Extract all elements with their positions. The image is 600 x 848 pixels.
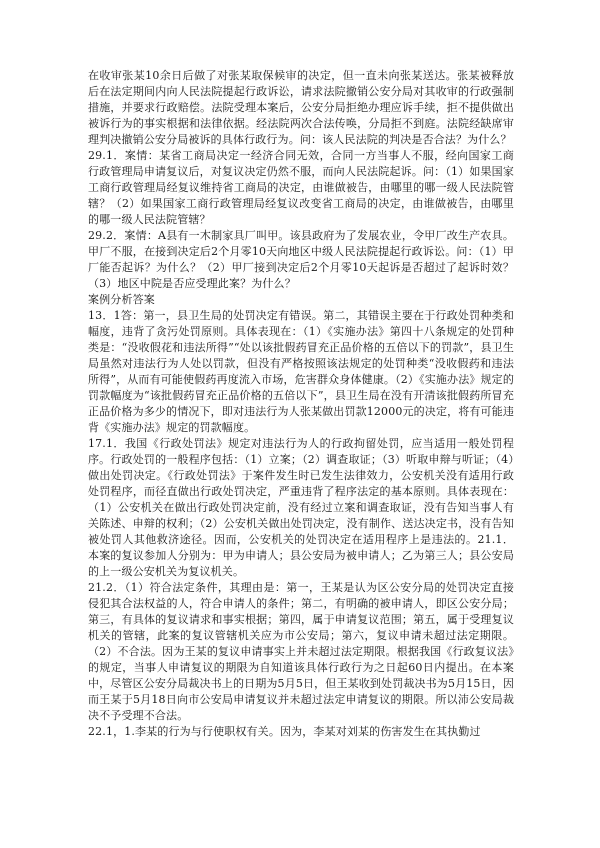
paragraph-answer-17-1: 17.1．我国《行政处罚法》规定对违法行为人的行政拘留处罚，应当适用一般处罚程序。行政处罚的一般程序包括：（1）立案；（2）调查取证；（3）听取申辩与听证；（4）做出处罚决定。《行政处罚法》于案件发生时已发生法律效力，公安机关没有适用行政处罚程序，而径直做出行政处罚决定，严重违背了程序法定的基本原则。具体表现在：（1）公安机关在做出行政处罚决定前，没有经过立案和调查取证，没有告知当事人有关陈述、申辩的权利；（2）公安机关做出处罚决定，没有制作、送达决定书，没有告知被处罚人其他救济途径。因而，公安机关的处罚决定在适用程序上是违法的。21.1．本案的复议参加人分别为：甲为申请人；县公安局为被申请人；乙为第三人；县公安局的上一级公安机关为复议机关。 [88, 437, 514, 578]
paragraph-answer-13-1: 13．1答：第一，县卫生局的处罚决定有错误。第二，其错误主要在于行政处罚种类和幅度，违背了贪污处罚原则。具体表现在：（1）《实施办法》第四十八条规定的处罚种类是：“没收假花和违法所得”“处以该批假药冒充正品价格的五倍以下的罚款”，县卫生局虽然对违法行为人处以罚款，但没有严格按照该法规定的处罚种类“没收假药和违法所得”，从而有可能使假药再度流入市场，危害群众身体健康。（2）《实施办法》规定的罚款幅度为“该批假药冒充正品价格的五倍以下”，县卫生局在没有开清该批假药所冒充正品价格为多少的情况下，即对违法行为人张某做出罚款12000元的决定，将有可能违背《实施办法》规定的罚款幅度。 [88, 309, 514, 434]
paragraph-case-29-2: 29.2．案情：A县有一木制家具厂叫甲。该县政府为了发展农业，令甲厂改生产农具。甲厂不服，在接到决定后2个月零10天向地区中级人民法院提起行政诉讼。问：（1）甲厂能否起诉？为什么？（2）甲厂接到决定后2个月零10天起诉是否超过了起诉时效？（3）地区中院是否应受理此案？为什么？ [88, 229, 514, 290]
paragraph-case-29-1: 29.1．案情：某省工商局决定一经济合同无效，合同一方当事人不服，经向国家工商行政管理局申请复议后，对复议决定仍然不服，而向人民法院起诉。问：（1）如果国家工商行政管理局经复议维持省工商局的决定，由谁做被告，由哪里的哪一级人民法院管辖？（2）如果国家工商行政管理局经复议改变省工商局的决定，由谁做被告，由哪里的哪一级人民法院管辖？ [88, 149, 514, 226]
paragraph-answer-21-2: 21.2．（1）符合法定条件，其理由是：第一，王某是认为区公安分局的处罚决定直接侵犯其合法权益的人，符合申请人的条件；第二，有明确的被申请人，即区公安分局；第三，有具体的复议请求和事实根据；第四，属于申请复议范围；第五，属于受理复议机关的管辖，此案的复议管辖机关应为市公安局；第六，复议申请未超过法定期限。（2）不合法。因为王某的复议申请事实上并未超过法定期限。根据我国《行政复议法》的规定，当事人申请复议的期限为自知道该具体行政行为之日起60日内提出。在本案中，尽管区公安分局裁决书上的日期为5月5日，但王某收到处罚裁决书为5月15日，因而王某于5月18日向市公安局申请复议并未超过法定申请复议的期限。所以沛公安局裁决不予受理不合法。 [88, 581, 514, 722]
document-page [88, 68, 514, 838]
section-heading-answers: 案例分析答案 [88, 293, 155, 306]
paragraph-answer-22-1: 22.1，1.李某的行为与行使职权有关。因为，李某对刘某的伤害发生在其执勤过 [88, 725, 481, 738]
paragraph-case-continuation: 在收审张某10余日后做了对张某取保候审的决定，但一直未向张某送达。张某被释放后在法定期间内向人民法院提起行政诉讼，请求法院撤销公安分局对其收审的行政强制措施，并要求行政赔偿。法院受理本案后，公安分局拒绝办理应诉手续，拒不提供做出被诉行为的事实根据和法律依据。经法院两次合法传唤，分局拒不到庭。法院经缺席审理判决撤销公安分局被诉的具体行政行为。问：该人民法院的判决是否合法？为什么？ [88, 69, 514, 146]
